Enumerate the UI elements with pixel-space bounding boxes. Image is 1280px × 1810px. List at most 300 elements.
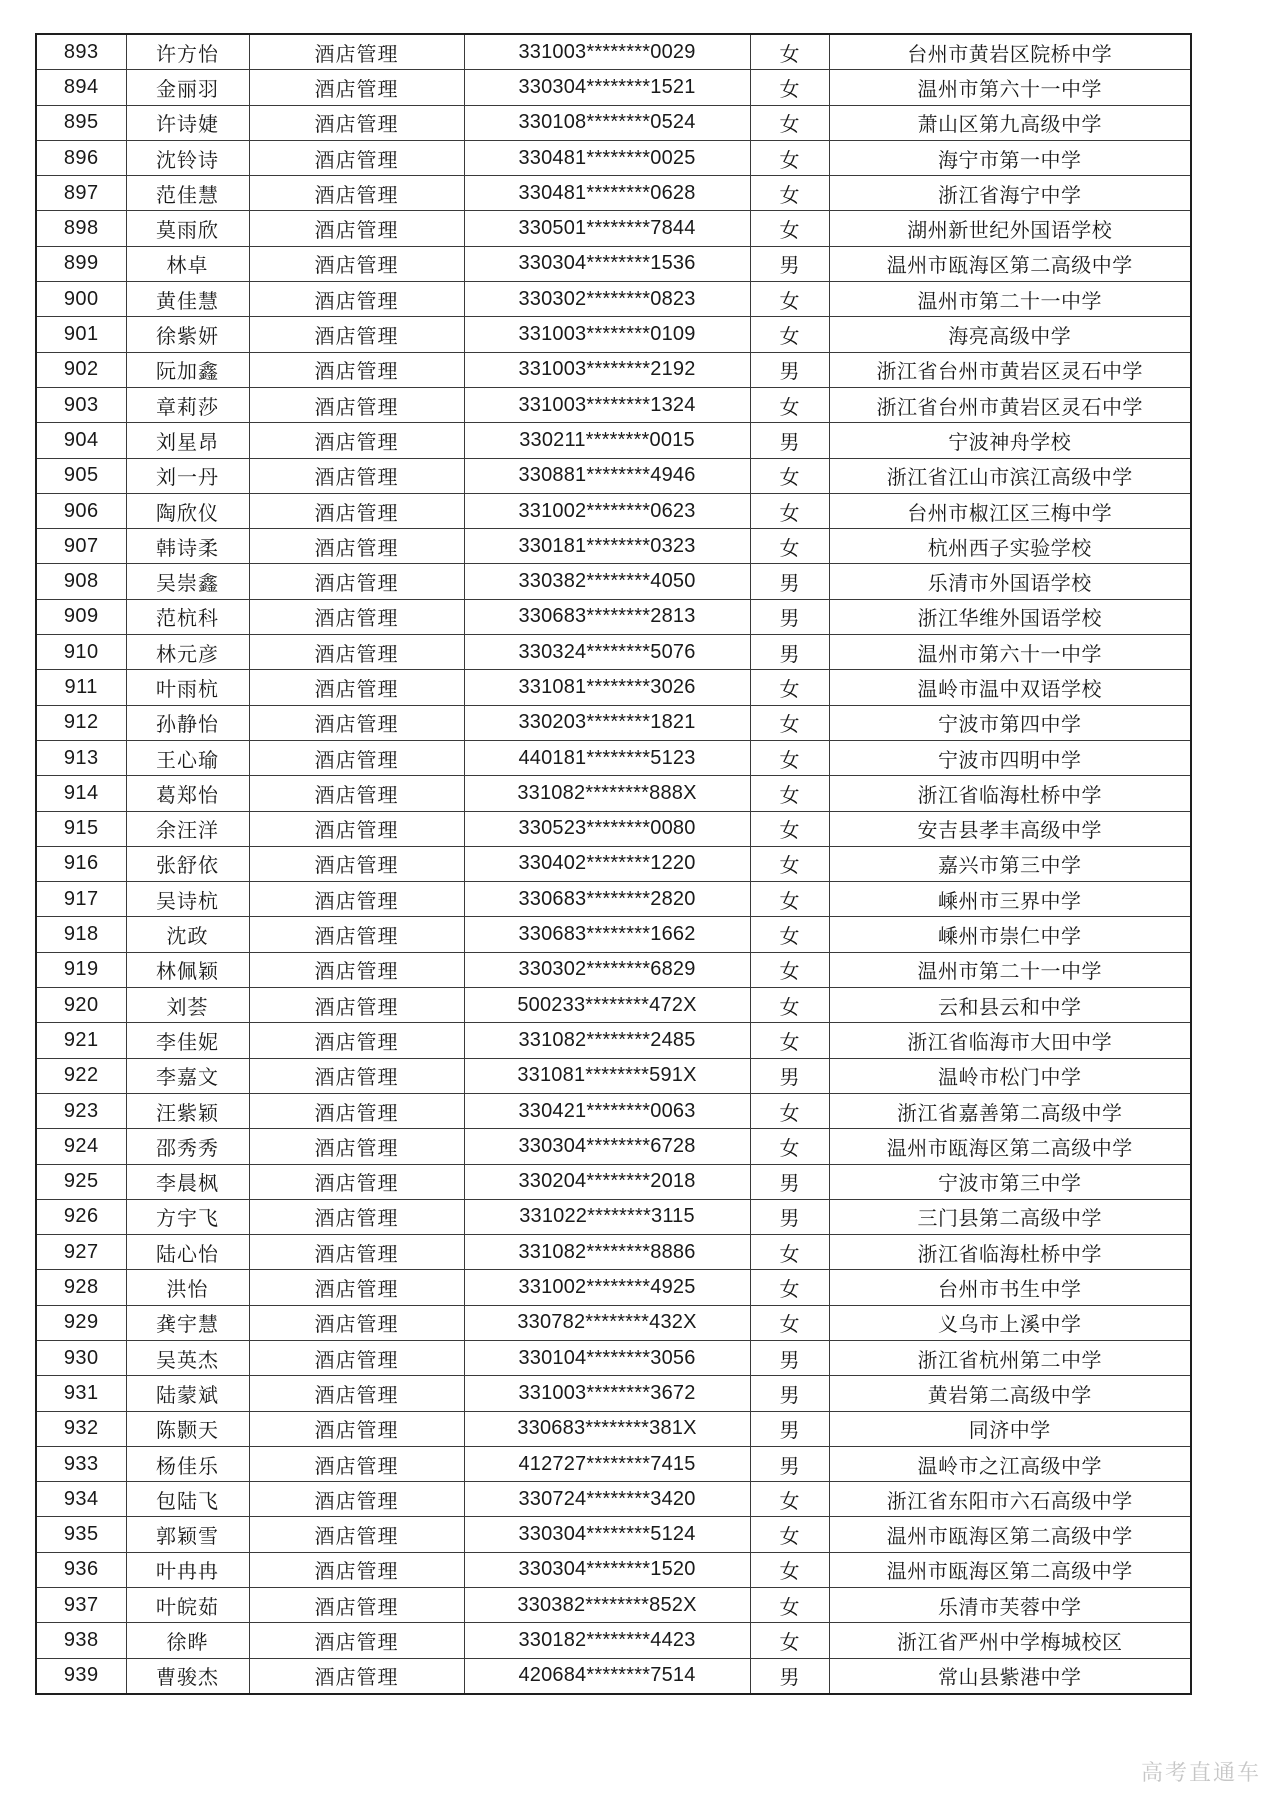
cell-id: 330108********0524 xyxy=(464,105,750,140)
cell-major: 酒店管理 xyxy=(249,423,464,458)
cell-major: 酒店管理 xyxy=(249,1164,464,1199)
cell-name: 叶冉冉 xyxy=(126,1552,249,1587)
cell-id: 330683********2813 xyxy=(464,599,750,634)
cell-school: 温岭市松门中学 xyxy=(829,1058,1191,1093)
cell-id: 330304********1536 xyxy=(464,246,750,281)
cell-gender: 男 xyxy=(750,1058,829,1093)
cell-id: 330203********1821 xyxy=(464,705,750,740)
cell-id: 330402********1220 xyxy=(464,846,750,881)
table-row xyxy=(36,1199,1191,1234)
table-row xyxy=(36,670,1191,705)
cell-id: 330104********3056 xyxy=(464,1340,750,1375)
cell-school: 温州市第六十一中学 xyxy=(829,635,1191,670)
cell-name: 曹骏杰 xyxy=(126,1658,249,1694)
cell-major: 酒店管理 xyxy=(249,599,464,634)
student-table xyxy=(35,33,1192,1695)
table-row xyxy=(36,105,1191,140)
cell-id: 331002********0623 xyxy=(464,493,750,528)
cell-school: 萧山区第九高级中学 xyxy=(829,105,1191,140)
cell-major: 酒店管理 xyxy=(249,387,464,422)
cell-major: 酒店管理 xyxy=(249,1517,464,1552)
cell-major: 酒店管理 xyxy=(249,635,464,670)
cell-school: 浙江华维外国语学校 xyxy=(829,599,1191,634)
cell-no: 898 xyxy=(36,211,126,246)
cell-major: 酒店管理 xyxy=(249,176,464,211)
cell-major: 酒店管理 xyxy=(249,1588,464,1623)
cell-name: 阮加鑫 xyxy=(126,352,249,387)
cell-id: 330724********3420 xyxy=(464,1482,750,1517)
cell-id: 331082********8886 xyxy=(464,1235,750,1270)
cell-no: 938 xyxy=(36,1623,126,1658)
cell-no: 932 xyxy=(36,1411,126,1446)
table-row xyxy=(36,917,1191,952)
table-row xyxy=(36,1658,1191,1694)
cell-gender: 男 xyxy=(750,1658,829,1694)
cell-gender: 女 xyxy=(750,317,829,352)
cell-major: 酒店管理 xyxy=(249,105,464,140)
cell-name: 陆心怡 xyxy=(126,1235,249,1270)
cell-major: 酒店管理 xyxy=(249,1093,464,1128)
table-row xyxy=(36,34,1191,70)
table-row xyxy=(36,246,1191,281)
cell-school: 嵊州市崇仁中学 xyxy=(829,917,1191,952)
table-row xyxy=(36,988,1191,1023)
cell-gender: 女 xyxy=(750,1093,829,1128)
table-row xyxy=(36,740,1191,775)
cell-no: 935 xyxy=(36,1517,126,1552)
cell-no: 893 xyxy=(36,34,126,70)
cell-major: 酒店管理 xyxy=(249,317,464,352)
cell-major: 酒店管理 xyxy=(249,1411,464,1446)
cell-major: 酒店管理 xyxy=(249,1623,464,1658)
cell-name: 金丽羽 xyxy=(126,70,249,105)
cell-major: 酒店管理 xyxy=(249,882,464,917)
cell-name: 林卓 xyxy=(126,246,249,281)
cell-no: 936 xyxy=(36,1552,126,1587)
cell-id: 330683********2820 xyxy=(464,882,750,917)
table-row xyxy=(36,952,1191,987)
cell-name: 王心瑜 xyxy=(126,740,249,775)
cell-name: 方宇飞 xyxy=(126,1199,249,1234)
cell-school: 宁波市第三中学 xyxy=(829,1164,1191,1199)
cell-name: 吴崇鑫 xyxy=(126,564,249,599)
table-row xyxy=(36,282,1191,317)
cell-gender: 男 xyxy=(750,1446,829,1481)
cell-no: 922 xyxy=(36,1058,126,1093)
cell-id: 330881********4946 xyxy=(464,458,750,493)
cell-gender: 男 xyxy=(750,423,829,458)
cell-gender: 女 xyxy=(750,176,829,211)
cell-gender: 女 xyxy=(750,811,829,846)
cell-school: 义乌市上溪中学 xyxy=(829,1305,1191,1340)
cell-gender: 女 xyxy=(750,1482,829,1517)
cell-id: 331081********3026 xyxy=(464,670,750,705)
cell-no: 930 xyxy=(36,1340,126,1375)
cell-major: 酒店管理 xyxy=(249,1340,464,1375)
table-row xyxy=(36,1376,1191,1411)
cell-major: 酒店管理 xyxy=(249,493,464,528)
cell-no: 908 xyxy=(36,564,126,599)
cell-major: 酒店管理 xyxy=(249,705,464,740)
cell-name: 沈政 xyxy=(126,917,249,952)
table-row xyxy=(36,211,1191,246)
cell-school: 台州市椒江区三梅中学 xyxy=(829,493,1191,528)
cell-gender: 女 xyxy=(750,529,829,564)
cell-gender: 女 xyxy=(750,1623,829,1658)
cell-id: 440181********5123 xyxy=(464,740,750,775)
cell-id: 420684********7514 xyxy=(464,1658,750,1694)
cell-name: 刘星昂 xyxy=(126,423,249,458)
cell-school: 宁波神舟学校 xyxy=(829,423,1191,458)
cell-name: 陈颢天 xyxy=(126,1411,249,1446)
cell-major: 酒店管理 xyxy=(249,70,464,105)
cell-school: 黄岩第二高级中学 xyxy=(829,1376,1191,1411)
cell-name: 韩诗柔 xyxy=(126,529,249,564)
cell-id: 330304********1520 xyxy=(464,1552,750,1587)
table-row xyxy=(36,1058,1191,1093)
cell-no: 901 xyxy=(36,317,126,352)
cell-school: 温州市瓯海区第二高级中学 xyxy=(829,1552,1191,1587)
cell-major: 酒店管理 xyxy=(249,1305,464,1340)
cell-major: 酒店管理 xyxy=(249,1023,464,1058)
cell-no: 915 xyxy=(36,811,126,846)
cell-id: 330382********852X xyxy=(464,1588,750,1623)
cell-name: 李嘉文 xyxy=(126,1058,249,1093)
table-row xyxy=(36,387,1191,422)
cell-gender: 女 xyxy=(750,988,829,1023)
cell-name: 余汪洋 xyxy=(126,811,249,846)
table-row xyxy=(36,635,1191,670)
cell-school: 海宁市第一中学 xyxy=(829,140,1191,175)
table-row xyxy=(36,1552,1191,1587)
table-row xyxy=(36,1482,1191,1517)
cell-school: 浙江省江山市滨江高级中学 xyxy=(829,458,1191,493)
cell-no: 934 xyxy=(36,1482,126,1517)
cell-school: 温州市第六十一中学 xyxy=(829,70,1191,105)
cell-id: 500233********472X xyxy=(464,988,750,1023)
cell-school: 浙江省杭州第二中学 xyxy=(829,1340,1191,1375)
table-row xyxy=(36,599,1191,634)
cell-no: 905 xyxy=(36,458,126,493)
table-row xyxy=(36,176,1191,211)
cell-name: 莫雨欣 xyxy=(126,211,249,246)
cell-no: 939 xyxy=(36,1658,126,1694)
cell-school: 乐清市外国语学校 xyxy=(829,564,1191,599)
cell-name: 洪怡 xyxy=(126,1270,249,1305)
cell-gender: 女 xyxy=(750,1270,829,1305)
cell-name: 许方怡 xyxy=(126,34,249,70)
cell-no: 909 xyxy=(36,599,126,634)
cell-gender: 女 xyxy=(750,1305,829,1340)
cell-name: 林元彦 xyxy=(126,635,249,670)
cell-no: 895 xyxy=(36,105,126,140)
table-row xyxy=(36,1588,1191,1623)
cell-name: 黄佳慧 xyxy=(126,282,249,317)
cell-gender: 男 xyxy=(750,599,829,634)
cell-school: 浙江省东阳市六石高级中学 xyxy=(829,1482,1191,1517)
cell-no: 927 xyxy=(36,1235,126,1270)
table-row xyxy=(36,529,1191,564)
cell-major: 酒店管理 xyxy=(249,740,464,775)
cell-no: 899 xyxy=(36,246,126,281)
cell-major: 酒店管理 xyxy=(249,952,464,987)
student-table-body xyxy=(36,34,1191,1694)
cell-name: 龚宇慧 xyxy=(126,1305,249,1340)
cell-major: 酒店管理 xyxy=(249,564,464,599)
cell-gender: 男 xyxy=(750,1411,829,1446)
cell-gender: 男 xyxy=(750,352,829,387)
cell-id: 331003********3672 xyxy=(464,1376,750,1411)
cell-gender: 男 xyxy=(750,246,829,281)
cell-id: 330181********0323 xyxy=(464,529,750,564)
cell-school: 同济中学 xyxy=(829,1411,1191,1446)
cell-no: 920 xyxy=(36,988,126,1023)
cell-id: 331003********0109 xyxy=(464,317,750,352)
table-row xyxy=(36,1270,1191,1305)
table-row xyxy=(36,140,1191,175)
cell-school: 杭州西子实验学校 xyxy=(829,529,1191,564)
cell-name: 包陆飞 xyxy=(126,1482,249,1517)
cell-gender: 男 xyxy=(750,635,829,670)
cell-no: 911 xyxy=(36,670,126,705)
cell-major: 酒店管理 xyxy=(249,670,464,705)
cell-name: 陆蒙斌 xyxy=(126,1376,249,1411)
cell-name: 吴英杰 xyxy=(126,1340,249,1375)
cell-school: 浙江省台州市黄岩区灵石中学 xyxy=(829,352,1191,387)
table-row xyxy=(36,1235,1191,1270)
cell-school: 温州市瓯海区第二高级中学 xyxy=(829,1129,1191,1164)
cell-major: 酒店管理 xyxy=(249,211,464,246)
cell-school: 台州市黄岩区院桥中学 xyxy=(829,34,1191,70)
cell-gender: 女 xyxy=(750,952,829,987)
cell-id: 412727********7415 xyxy=(464,1446,750,1481)
cell-gender: 女 xyxy=(750,1235,829,1270)
cell-gender: 女 xyxy=(750,705,829,740)
table-row xyxy=(36,1129,1191,1164)
cell-id: 330304********1521 xyxy=(464,70,750,105)
table-row xyxy=(36,1093,1191,1128)
cell-no: 906 xyxy=(36,493,126,528)
cell-major: 酒店管理 xyxy=(249,246,464,281)
cell-gender: 女 xyxy=(750,882,829,917)
table-row xyxy=(36,317,1191,352)
cell-name: 刘一丹 xyxy=(126,458,249,493)
cell-name: 范杭科 xyxy=(126,599,249,634)
cell-major: 酒店管理 xyxy=(249,1235,464,1270)
table-row xyxy=(36,1517,1191,1552)
cell-school: 浙江省临海市大田中学 xyxy=(829,1023,1191,1058)
cell-school: 浙江省海宁中学 xyxy=(829,176,1191,211)
cell-no: 929 xyxy=(36,1305,126,1340)
cell-id: 330481********0025 xyxy=(464,140,750,175)
cell-major: 酒店管理 xyxy=(249,1199,464,1234)
cell-gender: 女 xyxy=(750,282,829,317)
cell-id: 330324********5076 xyxy=(464,635,750,670)
cell-gender: 女 xyxy=(750,917,829,952)
cell-gender: 男 xyxy=(750,1376,829,1411)
cell-id: 330211********0015 xyxy=(464,423,750,458)
cell-school: 嘉兴市第三中学 xyxy=(829,846,1191,881)
table-row xyxy=(36,1340,1191,1375)
cell-gender: 女 xyxy=(750,493,829,528)
cell-major: 酒店管理 xyxy=(249,811,464,846)
cell-id: 330523********0080 xyxy=(464,811,750,846)
cell-major: 酒店管理 xyxy=(249,140,464,175)
cell-major: 酒店管理 xyxy=(249,1446,464,1481)
table-row xyxy=(36,423,1191,458)
cell-major: 酒店管理 xyxy=(249,1129,464,1164)
cell-school: 安吉县孝丰高级中学 xyxy=(829,811,1191,846)
cell-name: 沈铃诗 xyxy=(126,140,249,175)
table-row xyxy=(36,70,1191,105)
cell-id: 330683********381X xyxy=(464,1411,750,1446)
cell-gender: 男 xyxy=(750,1164,829,1199)
cell-no: 900 xyxy=(36,282,126,317)
cell-id: 331082********888X xyxy=(464,776,750,811)
cell-gender: 女 xyxy=(750,387,829,422)
cell-name: 范佳慧 xyxy=(126,176,249,211)
cell-gender: 女 xyxy=(750,740,829,775)
table-row xyxy=(36,776,1191,811)
cell-school: 浙江省嘉善第二高级中学 xyxy=(829,1093,1191,1128)
cell-id: 330302********0823 xyxy=(464,282,750,317)
cell-no: 917 xyxy=(36,882,126,917)
cell-school: 三门县第二高级中学 xyxy=(829,1199,1191,1234)
cell-gender: 男 xyxy=(750,564,829,599)
cell-gender: 女 xyxy=(750,776,829,811)
cell-school: 温州市第二十一中学 xyxy=(829,282,1191,317)
cell-no: 897 xyxy=(36,176,126,211)
cell-no: 928 xyxy=(36,1270,126,1305)
table-row xyxy=(36,1164,1191,1199)
cell-id: 331081********591X xyxy=(464,1058,750,1093)
cell-id: 331022********3115 xyxy=(464,1199,750,1234)
cell-id: 330382********4050 xyxy=(464,564,750,599)
cell-gender: 女 xyxy=(750,846,829,881)
cell-no: 914 xyxy=(36,776,126,811)
cell-id: 330481********0628 xyxy=(464,176,750,211)
cell-name: 吴诗杭 xyxy=(126,882,249,917)
cell-major: 酒店管理 xyxy=(249,1482,464,1517)
cell-name: 汪紫颖 xyxy=(126,1093,249,1128)
cell-name: 徐紫妍 xyxy=(126,317,249,352)
table-row xyxy=(36,1411,1191,1446)
cell-name: 陶欣仪 xyxy=(126,493,249,528)
cell-school: 温州市瓯海区第二高级中学 xyxy=(829,1517,1191,1552)
cell-gender: 女 xyxy=(750,1023,829,1058)
table-row xyxy=(36,882,1191,917)
cell-school: 温州市瓯海区第二高级中学 xyxy=(829,246,1191,281)
cell-school: 浙江省台州市黄岩区灵石中学 xyxy=(829,387,1191,422)
cell-school: 浙江省严州中学梅城校区 xyxy=(829,1623,1191,1658)
cell-major: 酒店管理 xyxy=(249,34,464,70)
cell-id: 330304********5124 xyxy=(464,1517,750,1552)
cell-id: 330501********7844 xyxy=(464,211,750,246)
cell-id: 330421********0063 xyxy=(464,1093,750,1128)
cell-school: 海亮高级中学 xyxy=(829,317,1191,352)
cell-no: 916 xyxy=(36,846,126,881)
cell-gender: 女 xyxy=(750,211,829,246)
cell-id: 330182********4423 xyxy=(464,1623,750,1658)
cell-no: 937 xyxy=(36,1588,126,1623)
cell-name: 郭颖雪 xyxy=(126,1517,249,1552)
cell-no: 903 xyxy=(36,387,126,422)
cell-id: 331003********0029 xyxy=(464,34,750,70)
cell-name: 李佳妮 xyxy=(126,1023,249,1058)
cell-major: 酒店管理 xyxy=(249,776,464,811)
cell-gender: 女 xyxy=(750,105,829,140)
table-row xyxy=(36,458,1191,493)
cell-no: 918 xyxy=(36,917,126,952)
table-row xyxy=(36,352,1191,387)
table-row xyxy=(36,564,1191,599)
cell-name: 叶雨杭 xyxy=(126,670,249,705)
cell-no: 894 xyxy=(36,70,126,105)
cell-major: 酒店管理 xyxy=(249,352,464,387)
cell-id: 330782********432X xyxy=(464,1305,750,1340)
cell-major: 酒店管理 xyxy=(249,1058,464,1093)
cell-no: 902 xyxy=(36,352,126,387)
cell-name: 葛郑怡 xyxy=(126,776,249,811)
cell-name: 章莉莎 xyxy=(126,387,249,422)
cell-no: 926 xyxy=(36,1199,126,1234)
cell-gender: 女 xyxy=(750,140,829,175)
cell-name: 刘荟 xyxy=(126,988,249,1023)
cell-major: 酒店管理 xyxy=(249,529,464,564)
cell-id: 330304********6728 xyxy=(464,1129,750,1164)
cell-name: 孙静怡 xyxy=(126,705,249,740)
cell-id: 331003********2192 xyxy=(464,352,750,387)
cell-gender: 女 xyxy=(750,70,829,105)
table-row xyxy=(36,705,1191,740)
cell-major: 酒店管理 xyxy=(249,1552,464,1587)
cell-name: 杨佳乐 xyxy=(126,1446,249,1481)
cell-no: 913 xyxy=(36,740,126,775)
cell-school: 宁波市第四中学 xyxy=(829,705,1191,740)
cell-gender: 男 xyxy=(750,1340,829,1375)
cell-id: 331002********4925 xyxy=(464,1270,750,1305)
cell-school: 浙江省临海杜桥中学 xyxy=(829,776,1191,811)
cell-school: 嵊州市三界中学 xyxy=(829,882,1191,917)
cell-gender: 男 xyxy=(750,1199,829,1234)
cell-gender: 女 xyxy=(750,670,829,705)
cell-no: 921 xyxy=(36,1023,126,1058)
cell-major: 酒店管理 xyxy=(249,917,464,952)
cell-name: 徐晔 xyxy=(126,1623,249,1658)
table-row xyxy=(36,1623,1191,1658)
cell-major: 酒店管理 xyxy=(249,846,464,881)
cell-id: 331082********2485 xyxy=(464,1023,750,1058)
cell-gender: 女 xyxy=(750,1517,829,1552)
cell-major: 酒店管理 xyxy=(249,1270,464,1305)
cell-no: 933 xyxy=(36,1446,126,1481)
table-row xyxy=(36,811,1191,846)
cell-gender: 女 xyxy=(750,1588,829,1623)
cell-school: 台州市书生中学 xyxy=(829,1270,1191,1305)
cell-school: 温州市第二十一中学 xyxy=(829,952,1191,987)
cell-name: 叶皖茹 xyxy=(126,1588,249,1623)
watermark-text: 高考直通车 xyxy=(1141,1760,1262,1785)
cell-no: 904 xyxy=(36,423,126,458)
cell-major: 酒店管理 xyxy=(249,458,464,493)
cell-no: 923 xyxy=(36,1093,126,1128)
cell-school: 湖州新世纪外国语学校 xyxy=(829,211,1191,246)
cell-no: 919 xyxy=(36,952,126,987)
cell-gender: 女 xyxy=(750,34,829,70)
cell-no: 907 xyxy=(36,529,126,564)
cell-name: 张舒依 xyxy=(126,846,249,881)
cell-gender: 女 xyxy=(750,1552,829,1587)
